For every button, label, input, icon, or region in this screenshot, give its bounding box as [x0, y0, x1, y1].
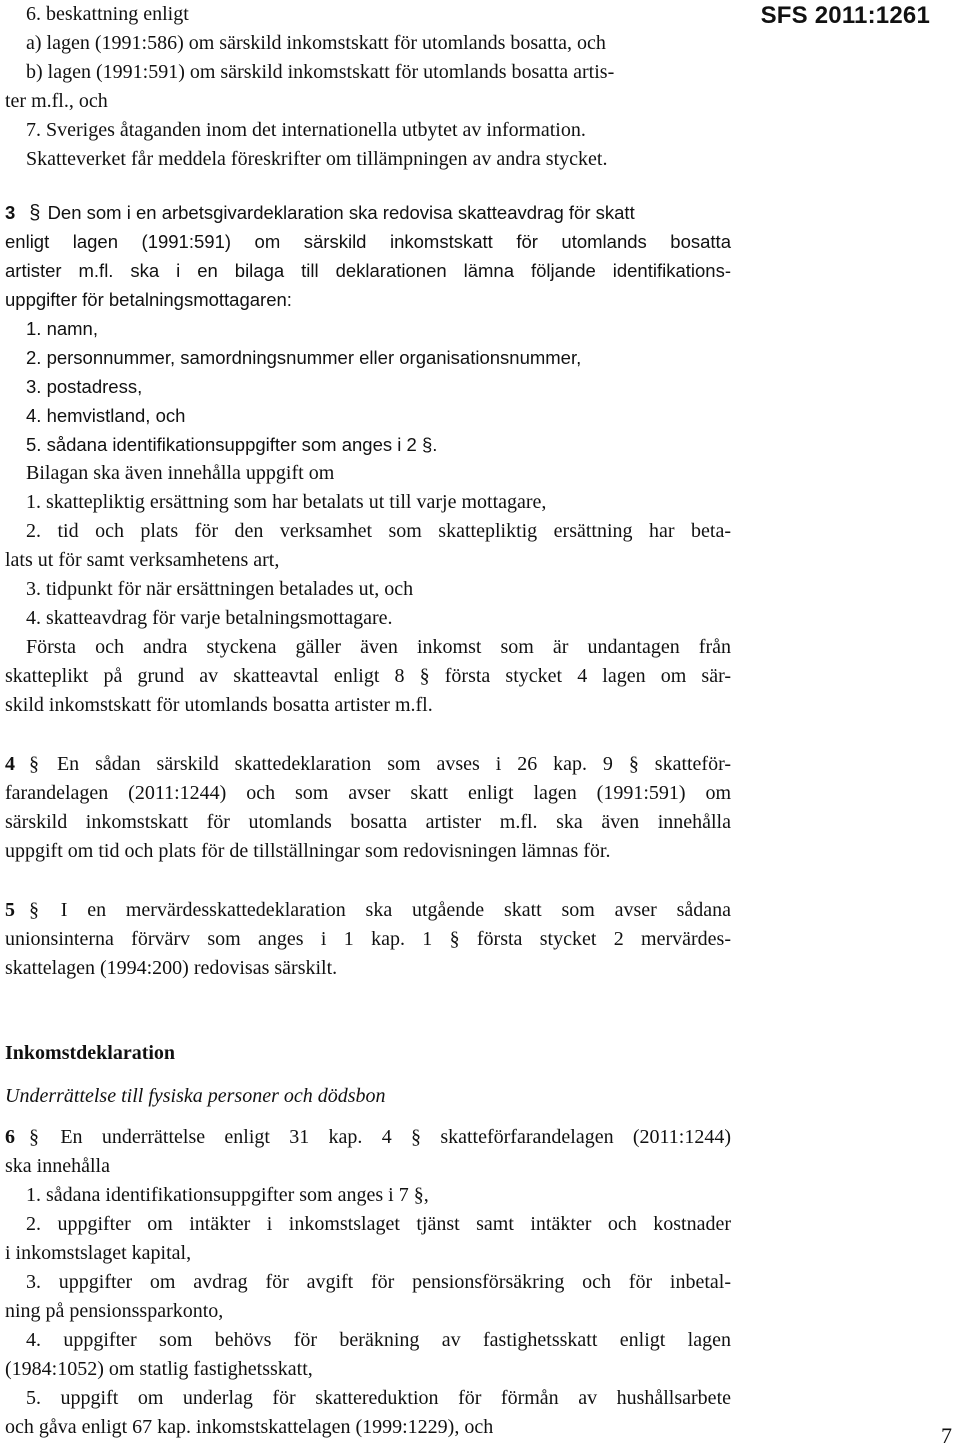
text-line: (1984:1052) om statlig fastighetsskatt,: [5, 1358, 313, 1380]
section-number: 6: [5, 1126, 15, 1148]
text-span: I en mervärdesskattedeklaration ska utgående skatt som avser sådana: [60, 899, 732, 921]
text-line: Första och andra styckena gäller även inkomst som är undantagen från: [26, 636, 731, 658]
text-line: a) lagen (1991:586) om särskild inkomstskatt för utomlands bosatta, och: [26, 32, 606, 54]
section-number: 3: [5, 202, 16, 223]
list-item: 1. namn,: [26, 318, 98, 339]
text-line: farandelagen (2011:1244) och som avser skatt enligt lagen (1991:591) om: [5, 782, 731, 804]
text-line: skatteplikt på grund av skatteavtal enligt 8 § första stycket 4 lagen om sär-: [5, 665, 731, 687]
section-4-first-line: [5, 750, 731, 779]
section-3-first-line: [5, 198, 731, 227]
text-line: uppgift om tid och plats för de tillställningar som redovisningen lämnas för.: [5, 840, 611, 862]
section-3-continued: [5, 459, 731, 720]
section-number: 5: [5, 899, 15, 921]
top-block: [5, 0, 731, 174]
section-subheading: Underrättelse till fysiska personer och dödsbon: [5, 1085, 386, 1107]
text-line: unionsinterna förvärv som anges i 1 kap. 1 § första stycket 2 mervärdes-: [5, 928, 731, 950]
section-sign: §: [29, 1126, 39, 1148]
list-item: 3. uppgifter om avdrag för avgift för pensionsförsäkring och för inbetal-: [26, 1271, 731, 1293]
list-item: 2. uppgifter om intäkter i inkomstslaget tjänst samt intäkter och kostnader: [26, 1213, 731, 1235]
sfs-number: SFS 2011:1261: [760, 2, 930, 29]
section-sign: §: [29, 899, 39, 921]
section-6: [5, 1123, 731, 1442]
list-item: 5. sådana identifikationsuppgifter som anges i 2 §.: [26, 434, 438, 455]
text-line: ning på pensionssparkonto,: [5, 1300, 224, 1322]
text-span: Den som i en arbetsgivardeklaration ska redovisa skatteavdrag för skatt: [47, 202, 635, 223]
section-sign: §: [29, 202, 41, 224]
list-item: 2. personnummer, samordningsnummer eller organisationsnummer,: [26, 347, 582, 368]
document-body: [5, 0, 731, 1442]
text-line: och gåva enligt 67 kap. inkomstskattelagen (1999:1229), och: [5, 1416, 494, 1438]
text-line: b) lagen (1991:591) om särskild inkomstskatt för utomlands bosatta artis-: [26, 61, 615, 83]
text-line: uppgifter för betalningsmottagaren:: [5, 289, 292, 310]
list-item: 4. uppgifter som behövs för beräkning av fastighetsskatt enligt lagen: [26, 1329, 731, 1351]
section-number: 4: [5, 753, 15, 775]
section-6-first-line: [5, 1123, 731, 1152]
text-line: 6. beskattning enligt: [26, 3, 189, 25]
text-line: i inkomstslaget kapital,: [5, 1242, 192, 1264]
list-item: 5. uppgift om underlag för skattereduktion för förmån av hushållsarbete: [26, 1387, 731, 1409]
text-span: En sådan särskild skattedeklaration som avses i 26 kap. 9 § skatteför-: [56, 753, 732, 775]
list-item: 3. tidpunkt för när ersättningen betalades ut, och: [26, 578, 414, 600]
list-item: 4. skatteavdrag för varje betalningsmottagare.: [26, 607, 393, 629]
text-line: skild inkomstskatt för utomlands bosatta artister m.fl.: [5, 694, 433, 716]
section-heading: Inkomstdeklaration: [5, 1042, 176, 1064]
text-line: ska innehålla: [5, 1155, 110, 1177]
text-line: Bilagan ska även innehålla uppgift om: [26, 462, 335, 484]
text-line: särskild inkomstskatt för utomlands bosatta artister m.fl. ska även innehålla: [5, 811, 731, 833]
section-4: [5, 750, 731, 866]
text-line: 7. Sveriges åtaganden inom det internationella utbytet av information.: [26, 119, 586, 141]
text-line: artister m.fl. ska i en bilaga till deklarationen lämna följande identifikations-: [5, 260, 731, 281]
list-item: 4. hemvistland, och: [26, 405, 186, 426]
section-3: [5, 198, 731, 459]
text-line: Skatteverket får meddela föreskrifter om tillämpningen av andra stycket.: [26, 148, 608, 170]
text-line: ter m.fl., och: [5, 90, 108, 112]
text-line: lats ut för samt verksamhetens art,: [5, 549, 280, 571]
section-sign: §: [29, 753, 39, 775]
text-line: skattelagen (1994:200) redovisas särskilt.: [5, 957, 338, 979]
page-number: 7: [941, 1423, 952, 1448]
section-5-first-line: [5, 896, 731, 925]
text-span: En underrättelse enligt 31 kap. 4 § skatteförfarandelagen (2011:1244): [60, 1126, 732, 1148]
list-item: 3. postadress,: [26, 376, 143, 397]
list-item: 2. tid och plats för den verksamhet som skattepliktig ersättning har beta-: [26, 520, 731, 542]
list-item: 1. skattepliktig ersättning som har betalats ut till varje mottagare,: [26, 491, 547, 513]
list-item: 1. sådana identifikationsuppgifter som anges i 7 §,: [26, 1184, 429, 1206]
section-5: [5, 896, 731, 983]
text-line: enligt lagen (1991:591) om särskild inkomstskatt för utomlands bosatta: [5, 231, 731, 252]
